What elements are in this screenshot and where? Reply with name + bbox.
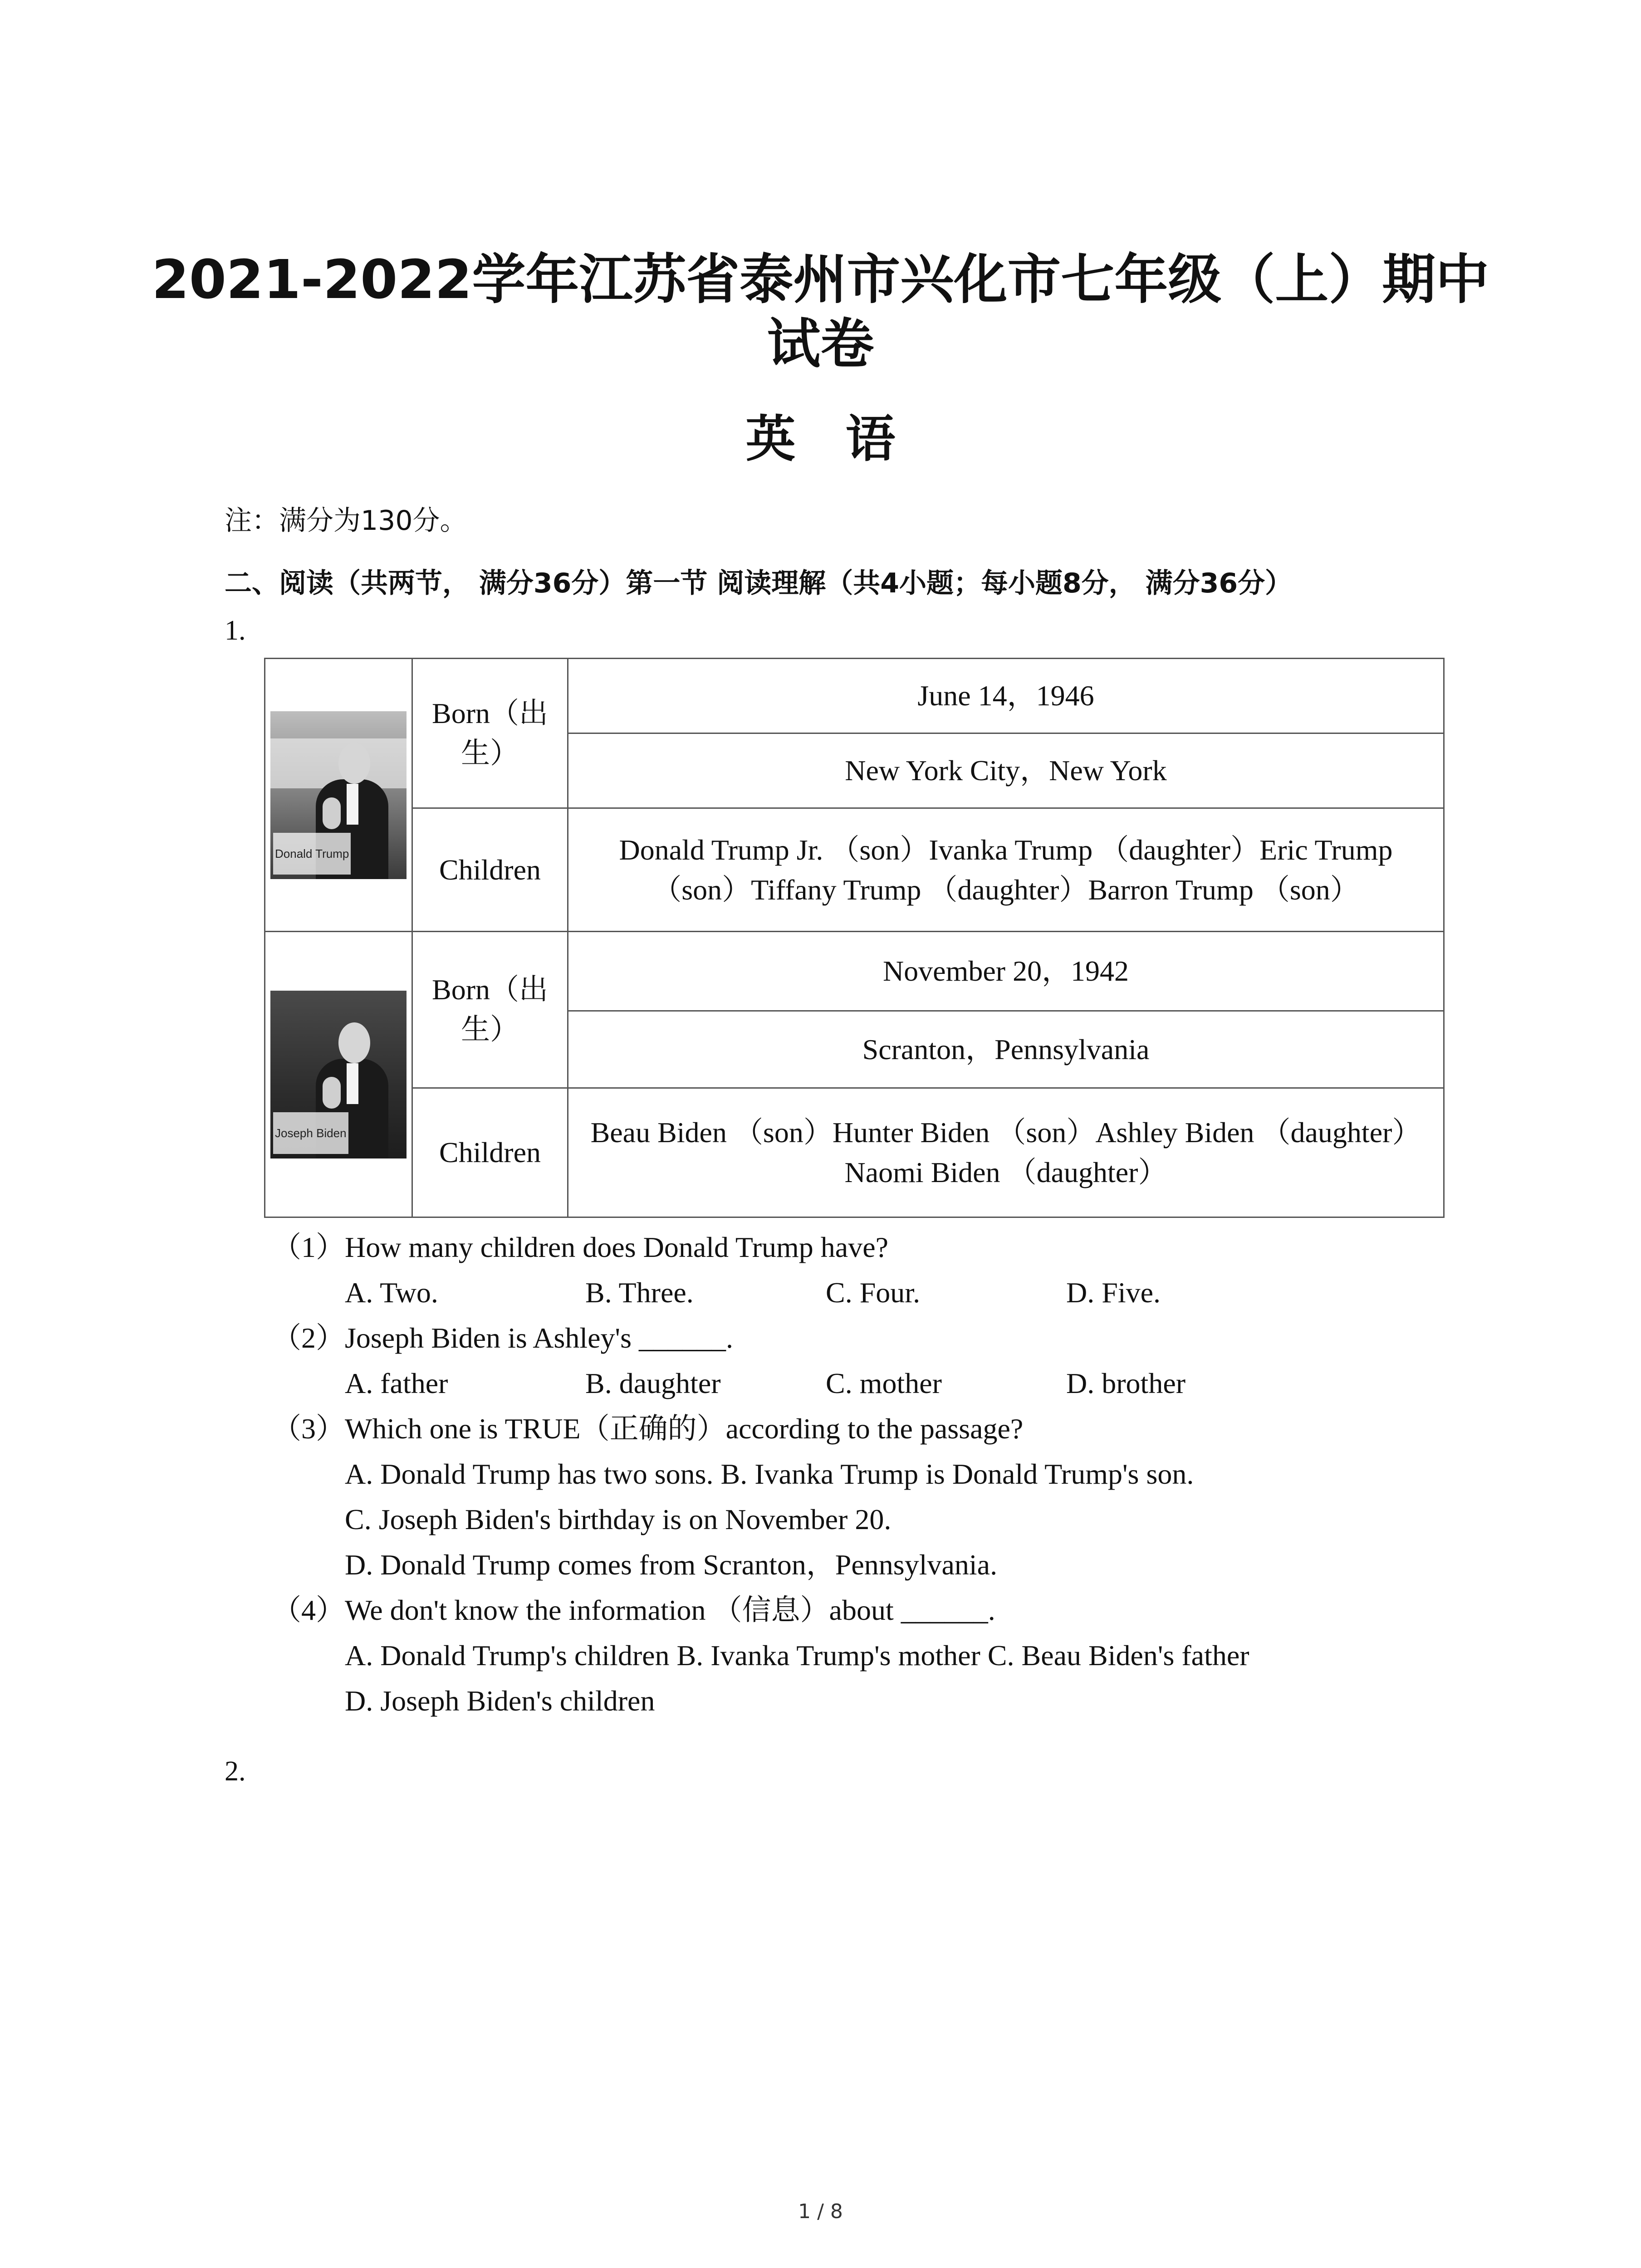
option: A. Two. (345, 1276, 438, 1309)
question-2-number: 2. (225, 1756, 246, 1787)
options-row (272, 1361, 1497, 1406)
option: B. daughter (585, 1367, 721, 1399)
info-table (264, 658, 1445, 1218)
children-label: Children (412, 808, 568, 932)
title-line-1: 2021-2022学年江苏省泰州市兴化市七年级（上）期中 (152, 248, 1489, 311)
question-stem: （2）Joseph Biden is Ashley's ______. (272, 1322, 733, 1354)
photo-caption: Donald Trump (273, 833, 351, 875)
option: A. father (345, 1367, 448, 1399)
page-number: 1 / 8 (798, 2200, 843, 2223)
option-line: D. Joseph Biden's children (345, 1685, 655, 1717)
option: B. Three. (585, 1276, 694, 1309)
born-date: November 20，1942 (568, 932, 1444, 1011)
born-label: Born（出生） (412, 932, 568, 1088)
section-heading: 二、阅读（共两节， 满分36分）第一节 阅读理解（共4小题；每小题8分， 满分36分） (225, 567, 1293, 599)
title-line-2: 试卷 (767, 313, 874, 375)
option-line: A. Donald Trump has two sons. B. Ivanka Trump is Donald Trump's son. (345, 1458, 1194, 1490)
option-line: A. Donald Trump's children B. Ivanka Trump's mother C. Beau Biden's father (345, 1639, 1249, 1672)
born-place: Scranton，Pennsylvania (568, 1011, 1444, 1088)
trump-photo (270, 711, 407, 879)
children-list: Donald Trump Jr. （son）Ivanka Trump （daughter）Eric Trump （son）Tiffany Trump （daughter）Barron Trump （son） (568, 808, 1444, 932)
children-label: Children (412, 1088, 568, 1217)
photo-caption: Joseph Biden (273, 1112, 348, 1154)
children-list: Beau Biden （son）Hunter Biden （son）Ashley Biden （daughter）Naomi Biden （daughter） (568, 1088, 1444, 1217)
born-label: Born（出生） (412, 659, 568, 808)
born-date: June 14，1946 (568, 659, 1444, 733)
question-stem: （3）Which one is TRUE（正确的）according to the passage? (272, 1413, 1024, 1445)
question-stem: （1）How many children does Donald Trump have? (272, 1231, 889, 1263)
option: D. brother (1066, 1367, 1186, 1399)
photo-cell-trump (265, 659, 412, 932)
document-title (0, 247, 1641, 376)
question-stem: （4）We don't know the information （信息）about ______. (272, 1594, 995, 1626)
question-1-items (272, 1225, 1497, 1724)
option-line: D. Donald Trump comes from Scranton，Pennsylvania. (345, 1549, 998, 1581)
biden-photo (270, 991, 407, 1158)
born-place: New York City，New York (568, 733, 1444, 808)
option: D. Five. (1066, 1276, 1161, 1309)
option-line: C. Joseph Biden's birthday is on November 20. (345, 1503, 892, 1535)
score-note: 注：满分为130分。 (225, 505, 467, 537)
option: C. mother (826, 1367, 942, 1399)
subject-heading: 英语 (745, 410, 945, 468)
question-1-number: 1. (225, 615, 246, 646)
option: C. Four. (826, 1276, 921, 1309)
options-row (272, 1270, 1497, 1315)
photo-cell-biden (265, 932, 412, 1217)
